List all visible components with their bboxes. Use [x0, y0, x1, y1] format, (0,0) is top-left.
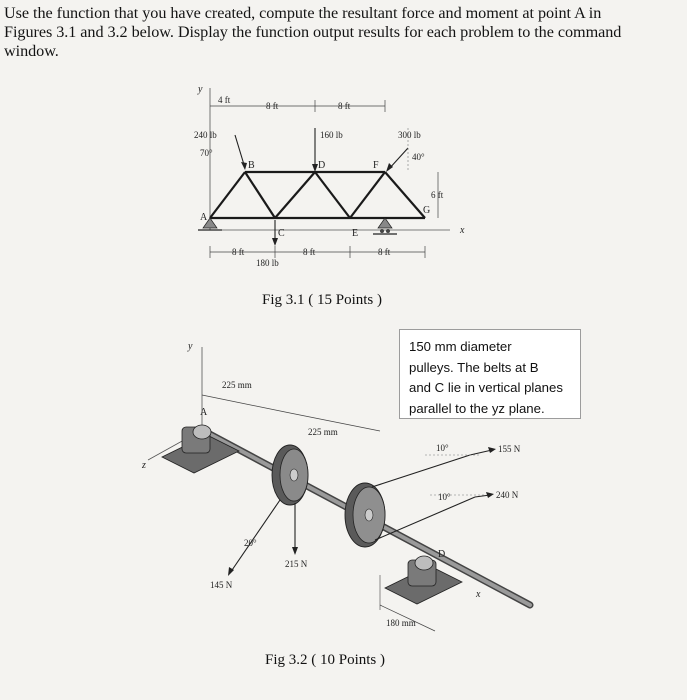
fig32-dim-225a: 225 mm: [222, 380, 252, 390]
fig31-point-b: B: [248, 160, 255, 171]
fig31-load-180lb: 180 lb: [256, 258, 279, 268]
fig32-dim-225b: 225 mm: [308, 427, 338, 437]
note-line-2: pulleys. The belts at B: [409, 359, 539, 375]
fig32-load-155n: 155 N: [498, 444, 521, 454]
fig32-angle-20: 20°: [244, 538, 257, 548]
fig31-point-g: G: [423, 205, 431, 216]
fig32-z-axis-label: z: [142, 460, 146, 471]
fig31-angle-70: 70°: [200, 148, 213, 158]
bearing-a: [162, 425, 239, 473]
fig32-load-240n: 240 N: [496, 490, 519, 500]
fig31-dim-bottom-8ft-a: 8 ft: [232, 247, 245, 257]
fig32-y-axis-label: y: [188, 341, 193, 352]
fig31-load-160lb: 160 lb: [320, 130, 343, 140]
instruction-line-3: window.: [4, 42, 59, 60]
fig32-load-145n: 145 N: [210, 580, 233, 590]
fig31-load-300lb: 300 lb: [398, 130, 421, 140]
fig31-dim-6ft: 6 ft: [431, 190, 444, 200]
fig32-angle-10b: 10°: [438, 492, 451, 502]
fig32-load-215n: 215 N: [285, 559, 308, 569]
fig31-point-c: C: [278, 228, 285, 239]
fig32-x-axis-label: x: [476, 589, 481, 600]
fig31-x-axis-label: x: [460, 225, 465, 236]
fig32-dim-180: 180 mm: [386, 618, 416, 628]
fig-3-2-note-box: [399, 329, 581, 419]
fig31-point-d: D: [318, 160, 326, 171]
fig31-point-f: F: [373, 160, 379, 171]
fig32-point-d: D: [438, 549, 446, 560]
instruction-line-2: Figures 3.1 and 3.2 below. Display the function output results for each problem to the command: [4, 23, 622, 41]
fig31-dim-bottom-8ft-c: 8 ft: [378, 247, 391, 257]
fig31-dim-4ft: 4 ft: [218, 95, 231, 105]
note-line-1: 150 mm diameter: [409, 339, 512, 354]
fig31-point-a: A: [200, 212, 208, 223]
pulley-c: [345, 483, 385, 547]
instruction-line-1: Use the function that you have created, compute the resultant force and moment at point A in: [4, 4, 602, 22]
instruction-text: [4, 4, 680, 61]
note-line-3: and C lie in vertical planes: [409, 380, 563, 395]
fig32-angle-10a: 10°: [436, 443, 449, 453]
fig31-dim-bottom-8ft-b: 8 ft: [303, 247, 316, 257]
fig32-point-a: A: [200, 407, 208, 418]
pulley-b: [272, 445, 308, 505]
fig31-point-e: E: [352, 228, 359, 239]
fig31-y-axis-label: y: [198, 84, 203, 95]
fig-3-1-truss-diagram: [180, 80, 500, 290]
fig31-dim-top-8ft-b: 8 ft: [338, 101, 351, 111]
fig31-angle-40: 40°: [412, 152, 425, 162]
fig-3-2-caption: Fig 3.2 ( 10 Points ): [265, 652, 386, 668]
note-line-4: parallel to the yz plane.: [409, 400, 545, 416]
fig-3-1-caption: Fig 3.1 ( 15 Points ): [262, 292, 383, 308]
fig31-load-240lb: 240 lb: [194, 130, 217, 140]
fig31-dim-top-8ft-a: 8 ft: [266, 101, 279, 111]
